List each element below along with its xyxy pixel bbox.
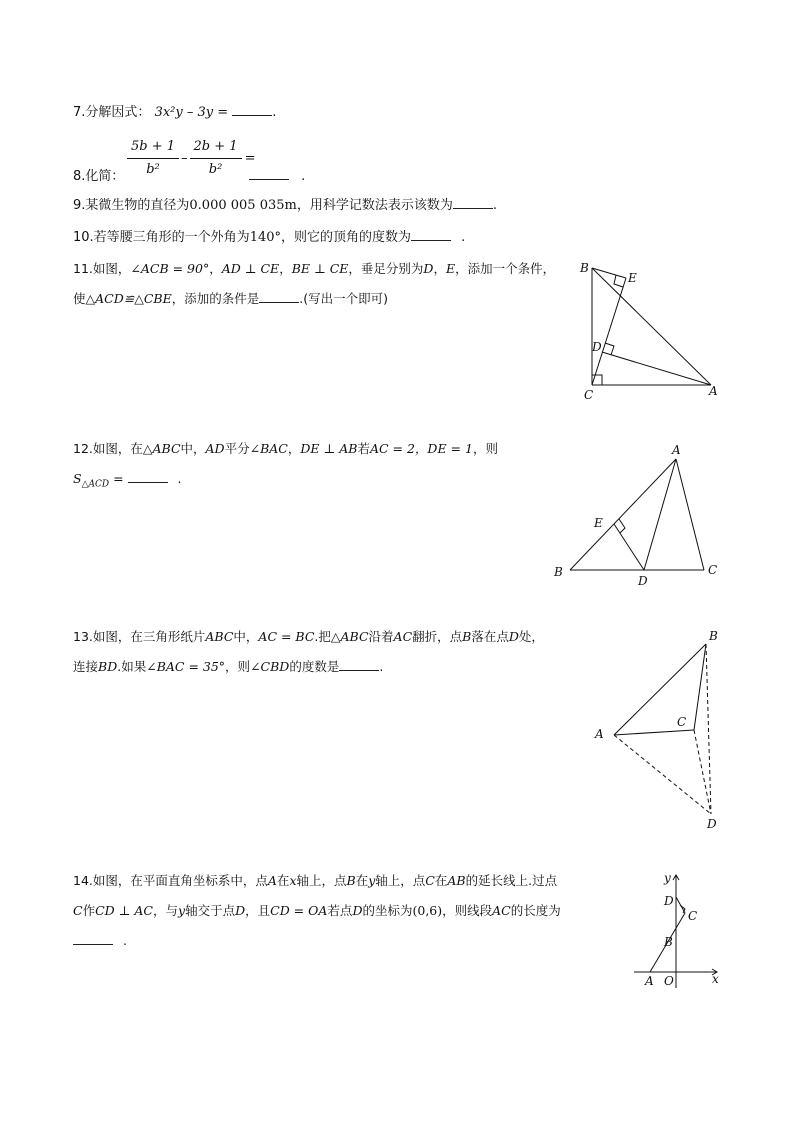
q11-t2: ， <box>209 261 222 276</box>
q14-answer-blank[interactable] <box>73 932 113 945</box>
q13-t11: 的度数是 <box>289 659 340 674</box>
q8-number: 8. <box>73 169 86 184</box>
q14-coordinate: (0,6) <box>412 903 443 918</box>
q7-number: 7. <box>73 105 86 120</box>
q13-b: B <box>462 629 472 644</box>
q13-label-d: D <box>707 817 717 831</box>
q14-t8: 作 <box>82 903 96 918</box>
q14-label-x: x <box>712 972 719 986</box>
question-9 <box>73 196 497 216</box>
q12-given: AC = 2，DE = 1 <box>369 441 473 456</box>
q12-right-angle-e <box>619 519 625 533</box>
q10-text-a: 10.若等腰三角形的一个外角为 <box>73 230 250 245</box>
q11-label-b: B <box>580 261 589 275</box>
q8-fraction-1 <box>127 136 179 181</box>
q8-equals: = <box>244 150 256 166</box>
q14-y: y <box>368 873 376 888</box>
q12-triangle-abc: △ABC <box>142 441 181 456</box>
q9-value: 0.000 005 035m <box>189 198 297 213</box>
q8-numerator-1: 5b + 1 <box>127 136 179 159</box>
q13-label-a: A <box>595 727 604 741</box>
question-13 <box>73 627 544 677</box>
q9-answer-blank[interactable] <box>453 196 493 209</box>
q12-t6: ，则 <box>472 441 498 456</box>
q14-t13: 的坐标为 <box>362 903 413 918</box>
q13-label-c: C <box>677 715 687 729</box>
q7-label: 分解因式： <box>85 105 151 120</box>
q13-line-ad <box>614 735 711 814</box>
q14-t10: 轴交于点 <box>185 903 236 918</box>
q11-congruence: △ACD≌△CBE <box>85 291 172 306</box>
q13-t7: 处， <box>518 629 544 644</box>
q12-t1: 12.如图，在 <box>73 441 143 456</box>
q9-end: . <box>492 198 497 213</box>
q14-d2: D <box>352 903 363 918</box>
q13-t4: 沿着 <box>368 629 394 644</box>
q13-t10: ，则 <box>225 659 251 674</box>
q13-line-ac <box>614 730 694 735</box>
q14-cd-perp-ac: CD ⊥ AC <box>95 903 153 918</box>
q12-label-b: B <box>554 565 563 579</box>
q14-t2: 在 <box>276 873 290 888</box>
q8-minus: – <box>181 150 188 166</box>
q13-answer-blank[interactable] <box>339 658 379 671</box>
q10-value: 140° <box>249 230 282 245</box>
q11-line-ce <box>592 278 626 385</box>
q14-label-b: B <box>664 935 673 949</box>
q13-triangle-abc: △ABC <box>330 629 369 644</box>
q14-cd-eq-oa: CD = OA <box>270 903 328 918</box>
q12-t5: 若 <box>357 441 370 456</box>
q11-label-e: E <box>628 271 637 285</box>
q13-t5: 翻折，点 <box>412 629 463 644</box>
q13-t9: .如果 <box>117 659 147 674</box>
q9-text-a: 9.某微生物的直径为 <box>73 198 190 213</box>
q14-label-o: O <box>664 974 674 988</box>
q11-t9: .(写出一个即可) <box>299 291 388 306</box>
q13-angle-bac: ∠BAC = 35° <box>146 659 226 674</box>
q7-expression: 3x²y – 3y = <box>154 105 229 120</box>
q12-line-ac <box>676 459 704 570</box>
q14-b: B <box>346 873 356 888</box>
q13-label-b: B <box>709 629 718 643</box>
q8-answer-blank[interactable] <box>249 167 289 180</box>
q10-end: . <box>461 230 466 245</box>
q14-figure <box>628 868 728 990</box>
q13-t2: 中， <box>233 629 259 644</box>
q12-t2: 中， <box>180 441 206 456</box>
q13-ac-eq-bc: AC = BC <box>258 629 315 644</box>
q11-be-perp-ce: BE ⊥ CE <box>291 261 349 276</box>
q14-end: . <box>122 933 127 948</box>
q14-label-y: y <box>664 871 671 885</box>
q11-t4: ，垂足分别为 <box>348 261 424 276</box>
question-12 <box>73 439 498 495</box>
q14-ac: AC <box>492 903 511 918</box>
q11-t3: ， <box>279 261 292 276</box>
question-10 <box>73 228 465 248</box>
q14-t6: 在 <box>434 873 448 888</box>
q12-label-a: A <box>672 443 681 457</box>
q8-numerator-2: 2b + 1 <box>190 136 242 159</box>
q13-bd: BD <box>98 659 118 674</box>
q14-t3: 轴上，点 <box>296 873 347 888</box>
question-14 <box>73 871 561 951</box>
q14-label-d: D <box>664 894 674 908</box>
q12-label-c: C <box>708 563 718 577</box>
q13-line-ab <box>614 644 706 735</box>
q14-label-c: C <box>688 909 698 923</box>
q12-label-e: E <box>594 516 603 530</box>
q11-angle-acb: ∠ACB = 90° <box>130 261 210 276</box>
q14-t9: ，与 <box>152 903 178 918</box>
q11-label-a: A <box>709 384 718 398</box>
q10-answer-blank[interactable] <box>411 228 451 241</box>
q12-answer-blank[interactable] <box>128 470 168 483</box>
q14-t15: 的长度为 <box>510 903 561 918</box>
q14-t14: ，则线段 <box>442 903 493 918</box>
q13-end: . <box>379 659 384 674</box>
q11-answer-blank[interactable] <box>259 290 299 303</box>
q12-de-perp-ab: DE ⊥ AB <box>300 441 358 456</box>
question-7 <box>73 103 276 123</box>
q13-ac: AC <box>393 629 413 644</box>
q13-line-bc <box>694 644 706 730</box>
q8-label: 化简： <box>85 169 125 184</box>
q11-figure <box>575 258 725 403</box>
q12-ad: AD <box>205 441 225 456</box>
q8-denominator-2: b² <box>208 162 223 177</box>
q7-answer-blank[interactable] <box>232 103 272 116</box>
q14-d: D <box>235 903 246 918</box>
q11-point-e: E <box>445 261 456 276</box>
q12-s-sub: △ACD <box>81 479 110 490</box>
q7-end: . <box>272 105 277 120</box>
q14-y2: y <box>178 903 186 918</box>
q14-t12: 若点 <box>327 903 353 918</box>
q13-abc: ABC <box>205 629 234 644</box>
q12-angle-bac: ∠BAC <box>249 441 288 456</box>
q11-label-c: C <box>584 388 594 402</box>
q14-ab: AB <box>447 873 466 888</box>
question-11 <box>73 259 555 309</box>
q14-t11: ，且 <box>245 903 271 918</box>
q14-t4: 在 <box>355 873 369 888</box>
q12-s: S <box>73 471 82 486</box>
q13-t1: 13.如图，在三角形纸片 <box>73 629 206 644</box>
q11-t5: ， <box>433 261 446 276</box>
q13-t8: 连接 <box>73 659 99 674</box>
q8-fraction-2 <box>190 136 242 181</box>
q12-t4: ， <box>287 441 301 456</box>
q14-label-a: A <box>645 974 654 988</box>
q11-t8: ，添加的条件是 <box>171 291 260 306</box>
q10-text-b: ，则它的顶角的度数为 <box>281 230 412 245</box>
q14-c: C <box>425 873 435 888</box>
q12-line-de <box>614 524 644 570</box>
q12-end: . <box>177 471 182 486</box>
q11-t6: ，添加一个条件， <box>455 261 556 276</box>
q9-text-b: ，用科学记数法表示该数为 <box>296 198 453 213</box>
q8-end: . <box>301 169 306 184</box>
q13-line-bd <box>706 644 711 814</box>
q14-a: A <box>267 873 277 888</box>
q11-point-d: D <box>423 261 434 276</box>
q14-t1: 14.如图，在平面直角坐标系中，点 <box>73 873 268 888</box>
q12-label-d: D <box>638 574 648 588</box>
q11-t1: 11.如图， <box>73 261 131 276</box>
q14-c2: C <box>73 903 83 918</box>
q13-figure <box>590 628 730 833</box>
q14-t7: 的延长线上.过点 <box>465 873 558 888</box>
q13-t3: .把 <box>314 629 331 644</box>
q11-ad-perp-ce: AD ⊥ CE <box>221 261 280 276</box>
q11-label-d: D <box>592 340 602 354</box>
q12-figure <box>550 442 730 587</box>
q13-d: D <box>508 629 519 644</box>
q14-t5: 轴上，点 <box>375 873 426 888</box>
q13-t6: 落在点 <box>471 629 509 644</box>
q13-angle-cbd: ∠CBD <box>250 659 290 674</box>
q8-denominator-1: b² <box>146 162 160 177</box>
q12-equals: = <box>113 471 124 486</box>
q11-t7: 使 <box>73 291 86 306</box>
q14-x: x <box>289 873 297 888</box>
q12-t3: 平分 <box>224 441 250 456</box>
